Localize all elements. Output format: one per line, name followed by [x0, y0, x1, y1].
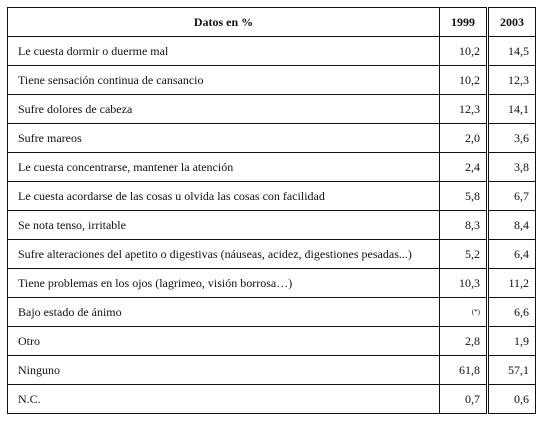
value-1999: 8,3	[440, 211, 488, 240]
table-row	[8, 356, 536, 385]
value-1999: 10,3	[440, 269, 488, 298]
table-row	[8, 240, 536, 269]
value-1999	[440, 298, 488, 327]
value-1999: 61,8	[440, 356, 488, 385]
value-2003: 8,4	[488, 211, 536, 240]
row-label: Le cuesta acordarse de las cosas u olvida las cosas con facilidad	[8, 182, 440, 211]
row-label: Sufre mareos	[8, 124, 440, 153]
value-2003: 3,8	[488, 153, 536, 182]
footnote-marker: (*)	[471, 307, 480, 316]
table-row	[8, 269, 536, 298]
value-1999: 10,2	[440, 37, 488, 66]
table-row	[8, 37, 536, 66]
value-2003: 6,6	[488, 298, 536, 327]
value-1999: 2,4	[440, 153, 488, 182]
value-1999: 0,7	[440, 385, 488, 414]
table-row	[8, 182, 536, 211]
data-table	[7, 7, 536, 414]
table-row	[8, 153, 536, 182]
value-1999: 12,3	[440, 95, 488, 124]
value-2003: 12,3	[488, 66, 536, 95]
header-row	[8, 8, 536, 37]
table-row	[8, 66, 536, 95]
header-label: Datos en %	[8, 8, 440, 37]
header-year-2003: 2003	[488, 8, 536, 37]
value-1999: 2,8	[440, 327, 488, 356]
row-label: N.C.	[8, 385, 440, 414]
table-row	[8, 124, 536, 153]
table-row	[8, 298, 536, 327]
row-label: Tiene sensación continua de cansancio	[8, 66, 440, 95]
value-2003: 6,4	[488, 240, 536, 269]
table-row	[8, 385, 536, 414]
row-label: Ninguno	[8, 356, 440, 385]
value-2003: 1,9	[488, 327, 536, 356]
value-2003: 3,6	[488, 124, 536, 153]
header-year-1999: 1999	[440, 8, 488, 37]
row-label: Tiene problemas en los ojos (lagrimeo, visión borrosa…)	[8, 269, 440, 298]
value-2003: 57,1	[488, 356, 536, 385]
value-2003: 6,7	[488, 182, 536, 211]
value-1999: 5,2	[440, 240, 488, 269]
value-2003: 11,2	[488, 269, 536, 298]
value-1999: 2,0	[440, 124, 488, 153]
row-label: Bajo estado de ánimo	[8, 298, 440, 327]
row-label: Otro	[8, 327, 440, 356]
row-label: Le cuesta concentrarse, mantener la atención	[8, 153, 440, 182]
row-label: Se nota tenso, irritable	[8, 211, 440, 240]
value-2003: 14,1	[488, 95, 536, 124]
table-row	[8, 211, 536, 240]
value-2003: 0,6	[488, 385, 536, 414]
table-body	[8, 37, 536, 414]
value-1999: 10,2	[440, 66, 488, 95]
value-1999: 5,8	[440, 182, 488, 211]
row-label: Sufre alteraciones del apetito o digestivas (náuseas, acidez, digestiones pesadas...)	[8, 240, 440, 269]
value-2003: 14,5	[488, 37, 536, 66]
table-row	[8, 95, 536, 124]
table-row	[8, 327, 536, 356]
row-label: Le cuesta dormir o duerme mal	[8, 37, 440, 66]
row-label: Sufre dolores de cabeza	[8, 95, 440, 124]
